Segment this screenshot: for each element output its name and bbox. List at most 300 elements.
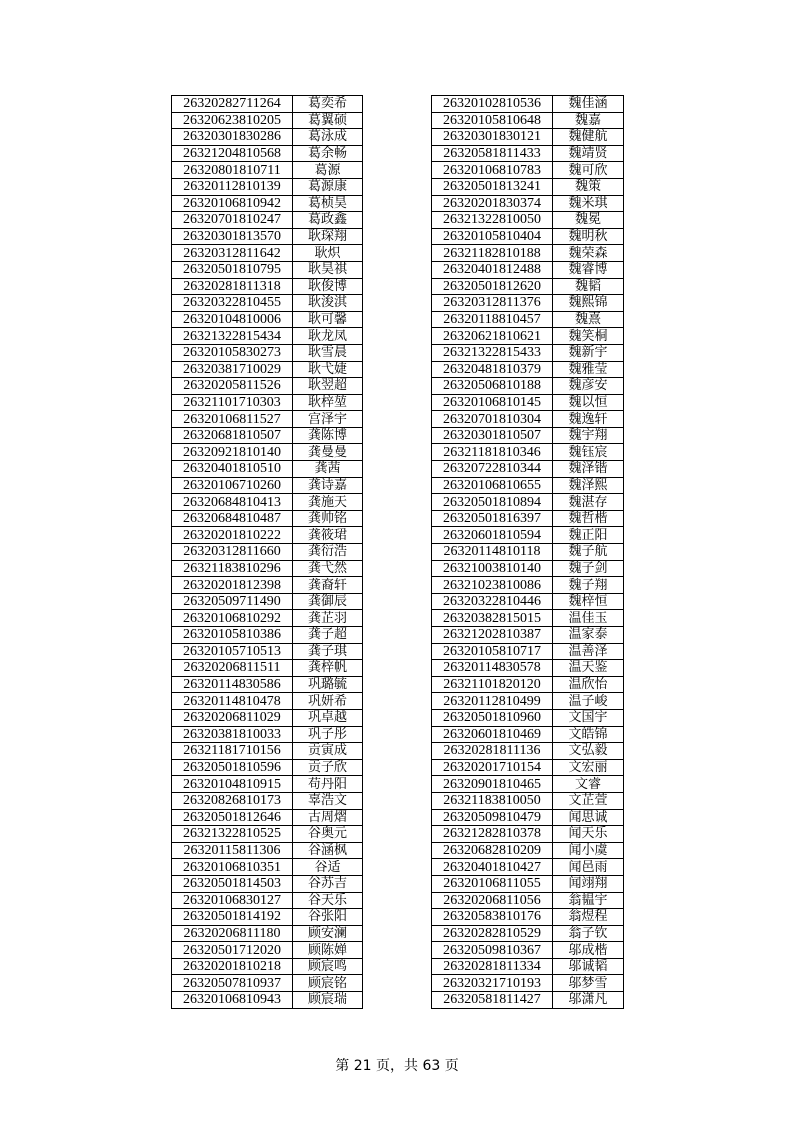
- candidate-name: 魏可欣: [553, 162, 624, 179]
- candidate-name: 温善泽: [553, 643, 624, 660]
- table-row: [172, 776, 363, 793]
- candidate-name: 魏正阳: [553, 527, 624, 544]
- candidate-name: 耿梓堃: [293, 394, 363, 411]
- table-row: [432, 544, 624, 561]
- candidate-name: 辜浩文: [293, 792, 363, 809]
- candidate-name: 温天鉴: [553, 660, 624, 677]
- candidate-name: 文芷萱: [553, 792, 624, 809]
- table-row: [432, 212, 624, 229]
- table-row: [172, 361, 363, 378]
- candidate-name: 谷张阳: [293, 909, 363, 926]
- candidate-name: 耿龙凤: [293, 328, 363, 345]
- candidate-id: 26320201810218: [172, 958, 293, 975]
- candidate-name: 谷奥元: [293, 826, 363, 843]
- candidate-id: 26320901810465: [432, 776, 553, 793]
- candidate-name: 谷涵枫: [293, 842, 363, 859]
- candidate-id: 26320481810379: [432, 361, 553, 378]
- table-row: [432, 577, 624, 594]
- candidate-name: 魏嘉: [553, 112, 624, 129]
- candidate-id: 26321183810050: [432, 792, 553, 809]
- candidate-id: 26321181810346: [432, 444, 553, 461]
- candidate-id: 26320401810427: [432, 859, 553, 876]
- candidate-name: 古周熠: [293, 809, 363, 826]
- candidate-id: 26320501812646: [172, 809, 293, 826]
- candidate-id: 26320301830121: [432, 129, 553, 146]
- candidate-name: 邬潇凡: [553, 992, 624, 1009]
- candidate-id: 26320581811427: [432, 992, 553, 1009]
- candidate-id: 26321183810296: [172, 560, 293, 577]
- table-row: [172, 96, 363, 113]
- candidate-name: 贡子欣: [293, 759, 363, 776]
- candidate-id: 26321204810568: [172, 145, 293, 162]
- candidate-name: 闻思诚: [553, 809, 624, 826]
- table-row: [172, 344, 363, 361]
- candidate-id: 26320282810529: [432, 925, 553, 942]
- table-row: [432, 427, 624, 444]
- candidate-id: 26320281811334: [432, 958, 553, 975]
- left-roster-table: [171, 95, 363, 1009]
- candidate-id: 26320118810457: [432, 311, 553, 328]
- candidate-id: 26320301813570: [172, 228, 293, 245]
- candidate-name: 龚陈博: [293, 427, 363, 444]
- candidate-id: 26320621810621: [432, 328, 553, 345]
- table-row: [432, 842, 624, 859]
- table-row: [172, 577, 363, 594]
- candidate-name: 宫泽宇: [293, 411, 363, 428]
- candidate-name: 温佳玉: [553, 610, 624, 627]
- table-row: [172, 477, 363, 494]
- table-row: [172, 759, 363, 776]
- candidate-id: 26320205811526: [172, 378, 293, 395]
- table-row: [432, 676, 624, 693]
- candidate-name: 耿可馨: [293, 311, 363, 328]
- candidate-id: 26320102810536: [432, 96, 553, 113]
- table-row: [172, 427, 363, 444]
- candidate-name: 顾陈婵: [293, 942, 363, 959]
- candidate-name: 葛奕希: [293, 96, 363, 113]
- candidate-id: 26320105810404: [432, 228, 553, 245]
- candidate-id: 26320681810507: [172, 427, 293, 444]
- candidate-name: 魏彦安: [553, 378, 624, 395]
- candidate-name: 巩妍希: [293, 693, 363, 710]
- candidate-id: 26320801810711: [172, 162, 293, 179]
- table-row: [172, 676, 363, 693]
- table-row: [432, 975, 624, 992]
- candidate-id: 26320106811527: [172, 411, 293, 428]
- candidate-name: 魏宇翔: [553, 427, 624, 444]
- table-row: [432, 328, 624, 345]
- candidate-name: 文皓锦: [553, 726, 624, 743]
- candidate-id: 26320114810118: [432, 544, 553, 561]
- candidate-name: 耿雪晨: [293, 344, 363, 361]
- candidate-id: 26320401810510: [172, 461, 293, 478]
- table-row: [172, 593, 363, 610]
- candidate-id: 26320312811642: [172, 245, 293, 262]
- candidate-id: 26321202810387: [432, 627, 553, 644]
- table-row: [432, 178, 624, 195]
- candidate-id: 26320501814503: [172, 875, 293, 892]
- candidate-id: 26321322810050: [432, 212, 553, 229]
- table-row: [432, 461, 624, 478]
- candidate-name: 龚施天: [293, 494, 363, 511]
- candidate-id: 26320684810487: [172, 510, 293, 527]
- candidate-name: 龚芷羽: [293, 610, 363, 627]
- table-row: [172, 975, 363, 992]
- candidate-name: 顾宸铭: [293, 975, 363, 992]
- table-row: [432, 311, 624, 328]
- page-footer: 第 21 页，共 63 页: [335, 1058, 459, 1074]
- candidate-id: 26320501814192: [172, 909, 293, 926]
- candidate-name: 邬梦雪: [553, 975, 624, 992]
- candidate-id: 26320201812398: [172, 577, 293, 594]
- table-row: [172, 311, 363, 328]
- candidate-name: 文宏丽: [553, 759, 624, 776]
- candidate-name: 巩卓越: [293, 709, 363, 726]
- candidate-id: 26320106810942: [172, 195, 293, 212]
- table-row: [432, 627, 624, 644]
- table-row: [172, 826, 363, 843]
- candidate-name: 龚筱珺: [293, 527, 363, 544]
- candidate-name: 葛政鑫: [293, 212, 363, 229]
- candidate-name: 魏子剑: [553, 560, 624, 577]
- table-row: [432, 875, 624, 892]
- candidate-name: 龚子超: [293, 627, 363, 644]
- table-row: [172, 660, 363, 677]
- table-row: [172, 212, 363, 229]
- candidate-id: 26321023810086: [432, 577, 553, 594]
- table-row: [172, 444, 363, 461]
- candidate-id: 26320506810188: [432, 378, 553, 395]
- table-row: [172, 378, 363, 395]
- table-row: [432, 195, 624, 212]
- candidate-id: 26320281811136: [432, 743, 553, 760]
- candidate-name: 苟丹阳: [293, 776, 363, 793]
- table-row: [432, 709, 624, 726]
- table-row: [432, 96, 624, 113]
- table-row: [432, 909, 624, 926]
- table-row: [432, 444, 624, 461]
- candidate-name: 顾宸瑞: [293, 992, 363, 1009]
- candidate-id: 26320106811055: [432, 875, 553, 892]
- candidate-id: 26320507810937: [172, 975, 293, 992]
- candidate-name: 闻小虞: [553, 842, 624, 859]
- candidate-name: 耿浚淇: [293, 295, 363, 312]
- candidate-id: 26320601810469: [432, 726, 553, 743]
- candidate-name: 邬诚韬: [553, 958, 624, 975]
- candidate-id: 26320106710260: [172, 477, 293, 494]
- candidate-id: 26321003810140: [432, 560, 553, 577]
- candidate-id: 26320501810894: [432, 494, 553, 511]
- candidate-name: 魏新宇: [553, 344, 624, 361]
- table-row: [172, 875, 363, 892]
- table-row: [432, 494, 624, 511]
- candidate-id: 26320206811056: [432, 892, 553, 909]
- candidate-id: 26320106810783: [432, 162, 553, 179]
- candidate-id: 26320201710154: [432, 759, 553, 776]
- table-row: [432, 958, 624, 975]
- candidate-name: 顾安澜: [293, 925, 363, 942]
- candidate-name: 耿昊祺: [293, 261, 363, 278]
- candidate-id: 26320282711264: [172, 96, 293, 113]
- candidate-id: 26320104810915: [172, 776, 293, 793]
- table-row: [432, 112, 624, 129]
- candidate-name: 魏睿博: [553, 261, 624, 278]
- candidate-name: 魏策: [553, 178, 624, 195]
- candidate-name: 葛源: [293, 162, 363, 179]
- candidate-name: 巩璐毓: [293, 676, 363, 693]
- candidate-id: 26320106810351: [172, 859, 293, 876]
- table-row: [432, 743, 624, 760]
- table-row: [432, 344, 624, 361]
- candidate-name: 龚御辰: [293, 593, 363, 610]
- candidate-name: 耿弋婕: [293, 361, 363, 378]
- table-row: [432, 261, 624, 278]
- table-row: [172, 129, 363, 146]
- candidate-id: 26321322815433: [432, 344, 553, 361]
- candidate-name: 耿炽: [293, 245, 363, 262]
- candidate-id: 26320322810446: [432, 593, 553, 610]
- table-row: [172, 560, 363, 577]
- candidate-id: 26320826810173: [172, 792, 293, 809]
- table-row: [432, 826, 624, 843]
- candidate-name: 邬成楷: [553, 942, 624, 959]
- table-row: [432, 510, 624, 527]
- candidate-name: 魏熙锦: [553, 295, 624, 312]
- table-row: [432, 361, 624, 378]
- table-row: [172, 278, 363, 295]
- candidate-id: 26320301810507: [432, 427, 553, 444]
- candidate-name: 魏荣森: [553, 245, 624, 262]
- candidate-id: 26320509810479: [432, 809, 553, 826]
- candidate-id: 26320104810006: [172, 311, 293, 328]
- table-row: [432, 792, 624, 809]
- table-row: [432, 228, 624, 245]
- candidate-name: 魏哲楷: [553, 510, 624, 527]
- table-row: [172, 693, 363, 710]
- candidate-name: 龚衍浩: [293, 544, 363, 561]
- table-row: [172, 178, 363, 195]
- candidate-name: 温子峻: [553, 693, 624, 710]
- table-row: [172, 726, 363, 743]
- candidate-name: 温欣怡: [553, 676, 624, 693]
- candidate-id: 26320501813241: [432, 178, 553, 195]
- candidate-id: 26320105810717: [432, 643, 553, 660]
- table-row: [172, 112, 363, 129]
- candidate-id: 26320114830578: [432, 660, 553, 677]
- candidate-id: 26320509810367: [432, 942, 553, 959]
- candidate-name: 闻邑雨: [553, 859, 624, 876]
- candidate-name: 龚诗嘉: [293, 477, 363, 494]
- table-row: [432, 278, 624, 295]
- table-row: [432, 892, 624, 909]
- candidate-id: 26321181710156: [172, 743, 293, 760]
- table-row: [172, 328, 363, 345]
- candidate-name: 耿翌超: [293, 378, 363, 395]
- candidate-id: 26320105810386: [172, 627, 293, 644]
- candidate-id: 26320583810176: [432, 909, 553, 926]
- candidate-name: 魏子航: [553, 544, 624, 561]
- candidate-id: 26320684810413: [172, 494, 293, 511]
- candidate-id: 26320106810943: [172, 992, 293, 1009]
- candidate-id: 26320501810960: [432, 709, 553, 726]
- candidate-id: 26320321710193: [432, 975, 553, 992]
- table-row: [172, 261, 363, 278]
- candidate-name: 谷天乐: [293, 892, 363, 909]
- table-row: [432, 776, 624, 793]
- candidate-name: 葛泳成: [293, 129, 363, 146]
- table-row: [432, 809, 624, 826]
- candidate-name: 魏笑桐: [553, 328, 624, 345]
- candidate-name: 文睿: [553, 776, 624, 793]
- candidate-id: 26320401812488: [432, 261, 553, 278]
- candidate-id: 26320105810648: [432, 112, 553, 129]
- table-row: [432, 593, 624, 610]
- table-row: [432, 726, 624, 743]
- candidate-id: 26320106810145: [432, 394, 553, 411]
- table-row: [172, 295, 363, 312]
- candidate-id: 26320105710513: [172, 643, 293, 660]
- candidate-name: 顾宸鸣: [293, 958, 363, 975]
- candidate-name: 文国宇: [553, 709, 624, 726]
- candidate-name: 龚子琪: [293, 643, 363, 660]
- table-row: [432, 660, 624, 677]
- candidate-name: 魏靖贤: [553, 145, 624, 162]
- table-row: [172, 958, 363, 975]
- candidate-id: 26320601810594: [432, 527, 553, 544]
- table-row: [172, 461, 363, 478]
- candidate-name: 龚曼曼: [293, 444, 363, 461]
- table-row: [172, 842, 363, 859]
- candidate-name: 魏泽熙: [553, 477, 624, 494]
- candidate-name: 魏明秋: [553, 228, 624, 245]
- candidate-name: 魏熹: [553, 311, 624, 328]
- candidate-id: 26320281811318: [172, 278, 293, 295]
- candidate-id: 26320206811511: [172, 660, 293, 677]
- table-row: [172, 411, 363, 428]
- candidate-id: 26320701810304: [432, 411, 553, 428]
- table-row: [172, 809, 363, 826]
- table-row: [432, 925, 624, 942]
- table-row: [172, 627, 363, 644]
- candidate-name: 魏子翔: [553, 577, 624, 594]
- table-row: [432, 643, 624, 660]
- candidate-id: 26320312811660: [172, 544, 293, 561]
- table-row: [172, 909, 363, 926]
- table-row: [432, 411, 624, 428]
- table-row: [172, 544, 363, 561]
- candidate-name: 龚弋然: [293, 560, 363, 577]
- candidate-name: 谷苏吉: [293, 875, 363, 892]
- candidate-id: 26320501810795: [172, 261, 293, 278]
- candidate-id: 26320623810205: [172, 112, 293, 129]
- candidate-name: 魏钰宸: [553, 444, 624, 461]
- candidate-name: 贡寅成: [293, 743, 363, 760]
- candidate-id: 26320701810247: [172, 212, 293, 229]
- candidate-name: 魏逸轩: [553, 411, 624, 428]
- candidate-id: 26321322815434: [172, 328, 293, 345]
- candidate-name: 葛翼硕: [293, 112, 363, 129]
- candidate-name: 葛余畅: [293, 145, 363, 162]
- candidate-name: 闻翊翔: [553, 875, 624, 892]
- candidate-name: 耿琛翔: [293, 228, 363, 245]
- candidate-id: 26321322810525: [172, 826, 293, 843]
- table-row: [172, 709, 363, 726]
- table-row: [432, 942, 624, 959]
- candidate-id: 26320106810292: [172, 610, 293, 627]
- right-roster-body: [432, 96, 624, 1009]
- candidate-name: 魏米琪: [553, 195, 624, 212]
- table-row: [432, 295, 624, 312]
- table-row: [172, 610, 363, 627]
- candidate-name: 魏泽锴: [553, 461, 624, 478]
- candidate-name: 魏健航: [553, 129, 624, 146]
- candidate-name: 翁韫宇: [553, 892, 624, 909]
- table-row: [432, 129, 624, 146]
- table-row: [432, 610, 624, 627]
- table-row: [172, 162, 363, 179]
- candidate-id: 26320581811433: [432, 145, 553, 162]
- candidate-name: 闻天乐: [553, 826, 624, 843]
- candidate-id: 26320501810596: [172, 759, 293, 776]
- candidate-name: 巩子彤: [293, 726, 363, 743]
- table-row: [172, 195, 363, 212]
- candidate-name: 魏以恒: [553, 394, 624, 411]
- table-row: [172, 245, 363, 262]
- candidate-name: 龚帅铭: [293, 510, 363, 527]
- candidate-name: 魏雅莹: [553, 361, 624, 378]
- candidate-id: 26320114830586: [172, 676, 293, 693]
- candidate-id: 26320115811306: [172, 842, 293, 859]
- candidate-id: 26320501812620: [432, 278, 553, 295]
- table-row: [172, 942, 363, 959]
- table-row: [432, 378, 624, 395]
- candidate-name: 龚裔轩: [293, 577, 363, 594]
- table-row: [172, 925, 363, 942]
- table-row: [172, 527, 363, 544]
- table-row: [172, 859, 363, 876]
- candidate-id: 26320501816397: [432, 510, 553, 527]
- candidate-name: 魏冕: [553, 212, 624, 229]
- candidate-id: 26320682810209: [432, 842, 553, 859]
- candidate-id: 26321101710303: [172, 394, 293, 411]
- table-row: [432, 693, 624, 710]
- candidate-name: 耿俊博: [293, 278, 363, 295]
- candidate-id: 26320381710029: [172, 361, 293, 378]
- table-row: [432, 859, 624, 876]
- candidate-name: 魏梓恒: [553, 593, 624, 610]
- candidate-id: 26320301830286: [172, 129, 293, 146]
- table-row: [172, 643, 363, 660]
- table-row: [172, 494, 363, 511]
- candidate-id: 26320501712020: [172, 942, 293, 959]
- candidate-name: 龚茜: [293, 461, 363, 478]
- candidate-id: 26320201810222: [172, 527, 293, 544]
- candidate-id: 26320382815015: [432, 610, 553, 627]
- candidate-name: 魏韬: [553, 278, 624, 295]
- candidate-name: 翁煜程: [553, 909, 624, 926]
- candidate-name: 葛源康: [293, 178, 363, 195]
- candidate-id: 26320112810139: [172, 178, 293, 195]
- right-roster-table: [431, 95, 624, 1009]
- table-row: [432, 560, 624, 577]
- candidate-id: 26320312811376: [432, 295, 553, 312]
- candidate-id: 26320106830127: [172, 892, 293, 909]
- table-row: [432, 245, 624, 262]
- candidate-id: 26321282810378: [432, 826, 553, 843]
- table-row: [172, 394, 363, 411]
- table-row: [172, 228, 363, 245]
- table-row: [432, 162, 624, 179]
